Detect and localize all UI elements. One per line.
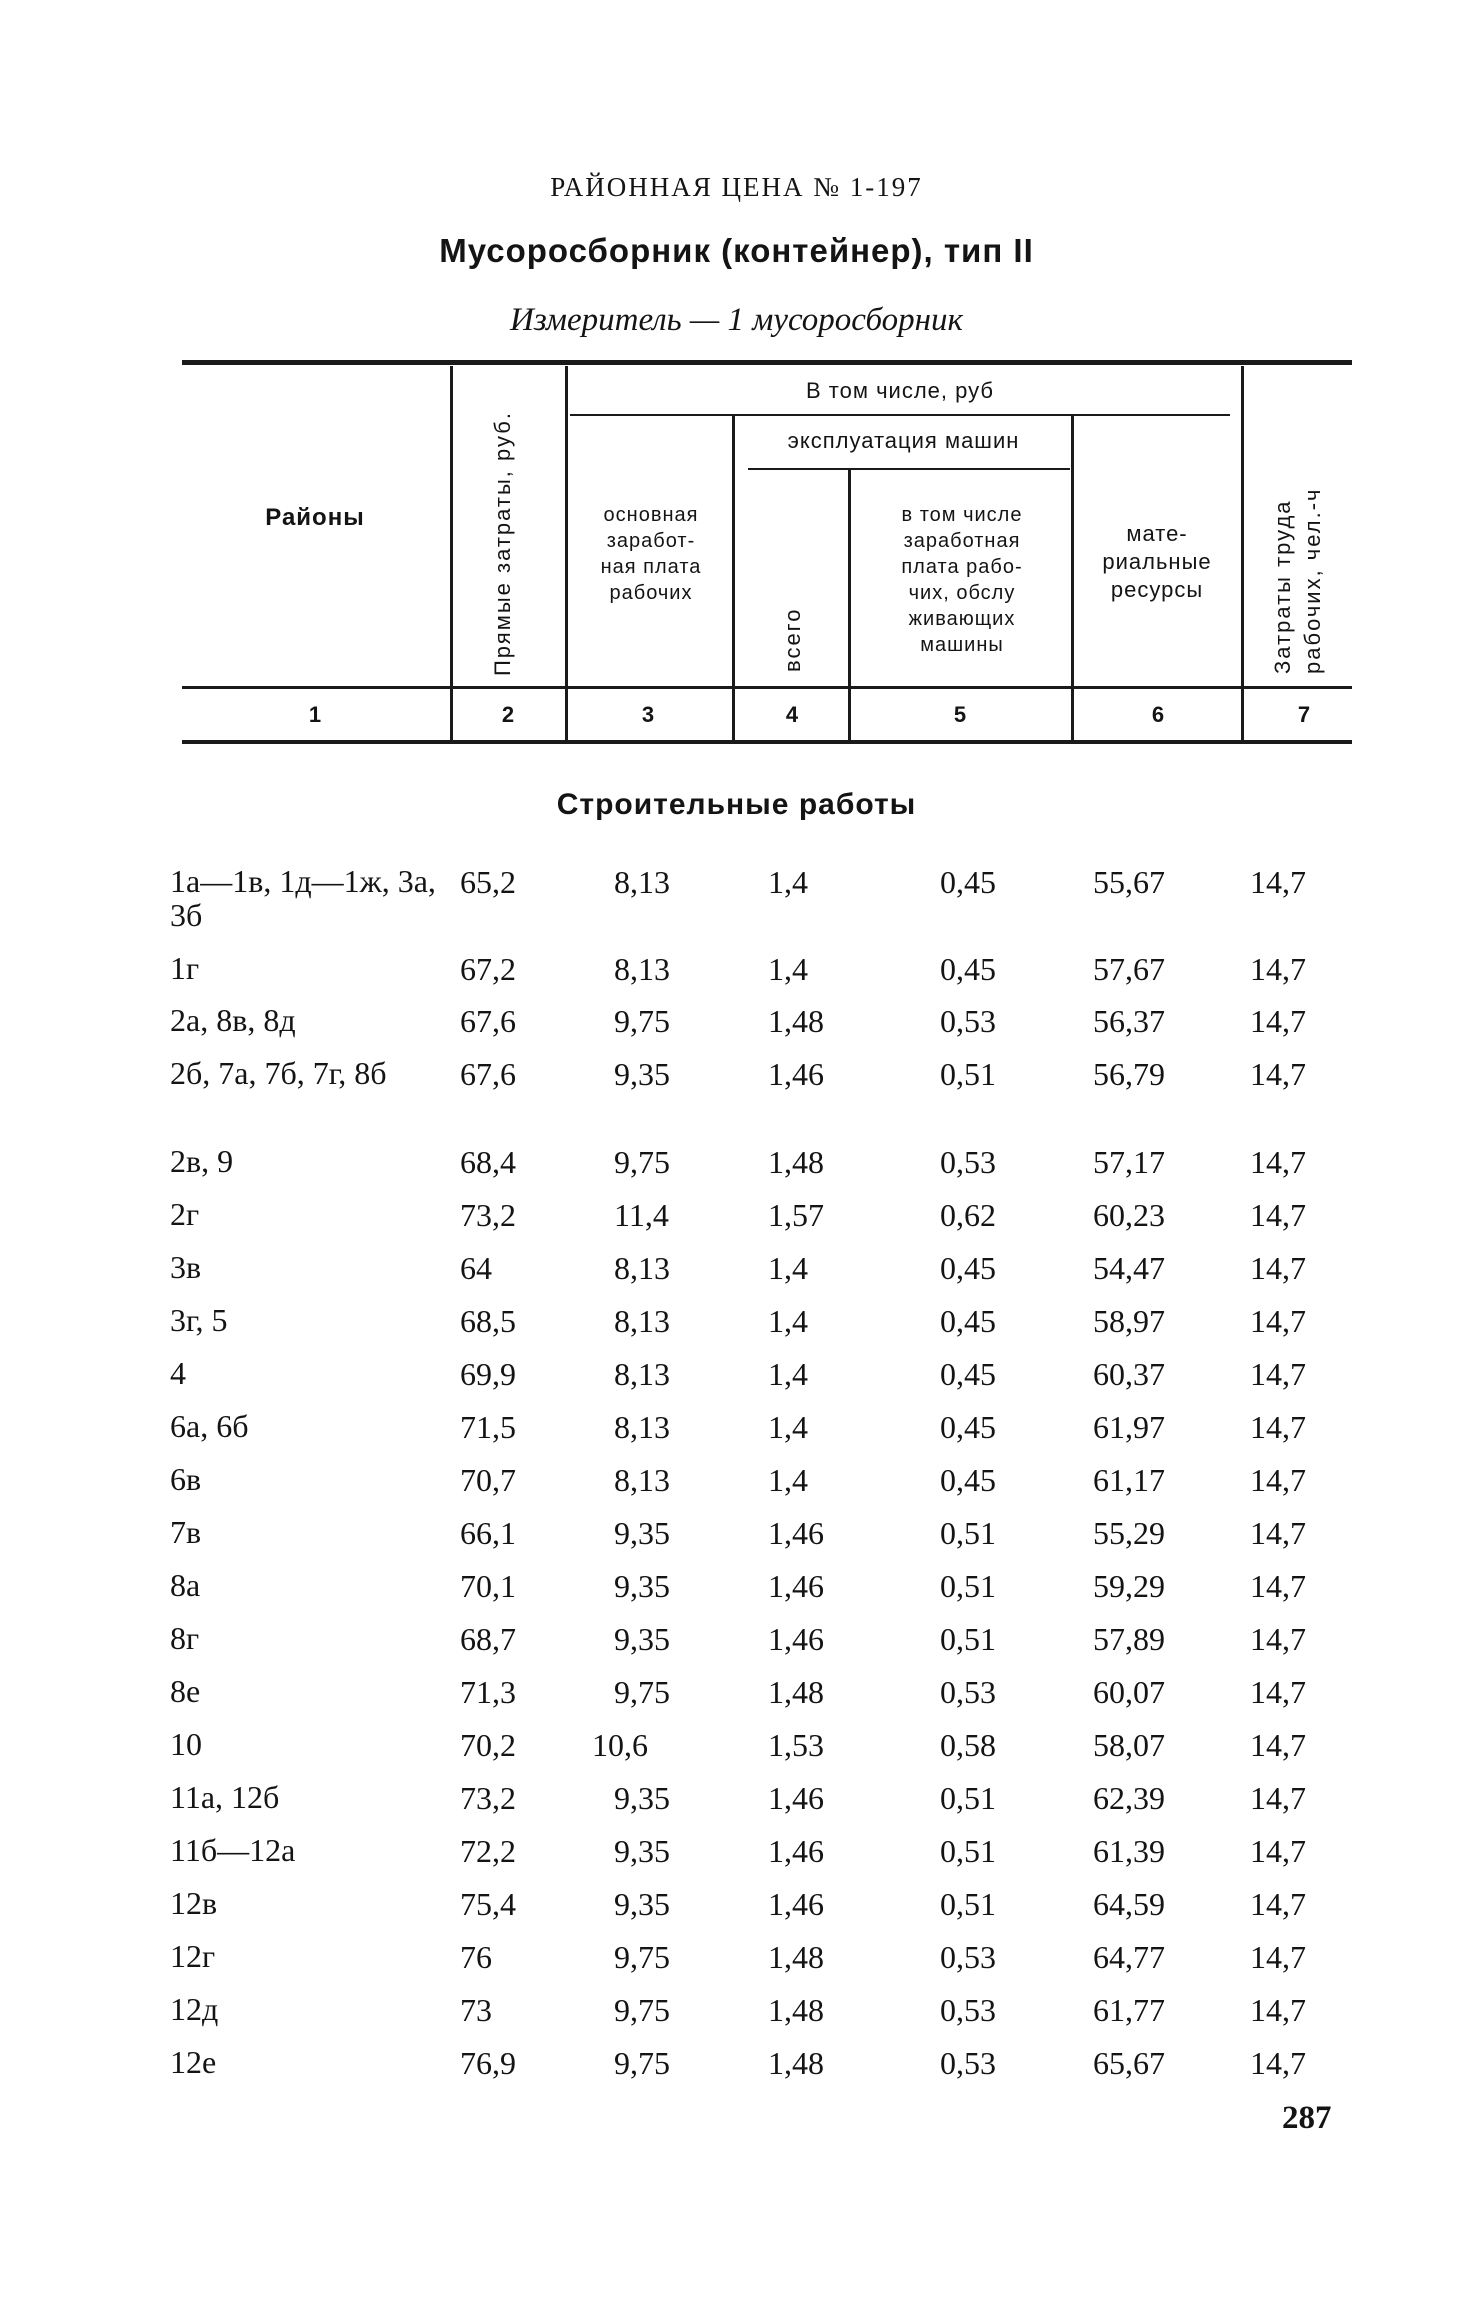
header-basic-wages-line: заработ-: [606, 530, 696, 552]
table-row: [0, 1833, 1473, 1873]
table-row: [0, 1780, 1473, 1820]
header-machine-operation: эксплуатация машин: [787, 428, 1020, 453]
materials-cell: 64,77: [1093, 1939, 1165, 1975]
labor-cell: 14,7: [1250, 1780, 1306, 1816]
column-number: 4: [785, 702, 799, 727]
labor-cell: 14,7: [1250, 1462, 1306, 1498]
machine-wages-cell: 0,45: [940, 864, 996, 900]
wages-cell: 9,35: [614, 1780, 670, 1816]
region-cell: 3г, 5: [170, 1302, 228, 1338]
region-cell: 12д: [170, 1991, 219, 2027]
machines-cell: 1,4: [768, 951, 808, 987]
materials-cell: 56,37: [1093, 1003, 1165, 1039]
wages-cell: 9,35: [614, 1056, 670, 1092]
header-bottom-rule: [182, 686, 1352, 689]
wages-cell: 9,35: [614, 1833, 670, 1869]
direct-cost-cell: 66,1: [460, 1515, 516, 1551]
materials-cell: 55,67: [1093, 864, 1165, 900]
direct-cost-cell: 67,6: [460, 1003, 516, 1039]
machine-wages-cell: 0,53: [940, 1992, 996, 2028]
labor-cell: 14,7: [1250, 1303, 1306, 1339]
column-number: 2: [501, 702, 515, 727]
machine-wages-cell: 0,53: [940, 1939, 996, 1975]
table-row: [0, 1303, 1473, 1343]
region-cell: 2б, 7а, 7б, 7г, 8б: [170, 1055, 387, 1091]
header-basic-wages-line: рабочих: [609, 582, 693, 604]
direct-cost-cell: 64: [460, 1250, 492, 1286]
labor-cell: 14,7: [1250, 1409, 1306, 1445]
price-label: РАЙОННАЯ ЦЕНА № 1-197: [550, 172, 923, 202]
wages-cell: 8,13: [614, 1250, 670, 1286]
direct-cost-cell: 73,2: [460, 1780, 516, 1816]
materials-cell: 57,89: [1093, 1621, 1165, 1657]
wages-cell: 8,13: [614, 1303, 670, 1339]
materials-cell: 60,07: [1093, 1674, 1165, 1710]
divider-6: [1241, 366, 1244, 740]
table-row: [0, 1992, 1473, 2032]
region-cell: 2г: [170, 1196, 200, 1232]
labor-cell: 14,7: [1250, 1621, 1306, 1657]
page-number: 287: [1282, 2100, 1332, 2136]
materials-cell: 60,37: [1093, 1356, 1165, 1392]
region-cell: 2в, 9: [170, 1143, 234, 1179]
table-row: [0, 2045, 1473, 2085]
machines-cell: 1,4: [768, 864, 808, 900]
direct-cost-cell: 70,7: [460, 1462, 516, 1498]
direct-cost-cell: 72,2: [460, 1833, 516, 1869]
machines-cell: 1,48: [768, 1003, 824, 1039]
table-row: [0, 1939, 1473, 1979]
table-row: [0, 1056, 1473, 1096]
machines-cell: 1,48: [768, 1992, 824, 2028]
wages-cell: 9,75: [614, 1939, 670, 1975]
direct-cost-cell: 73: [460, 1992, 492, 2028]
machine-wages-cell: 0,45: [940, 1356, 996, 1392]
materials-cell: 64,59: [1093, 1886, 1165, 1922]
region-cell: 6в: [170, 1461, 202, 1497]
direct-cost-cell: 71,5: [460, 1409, 516, 1445]
divider-1: [450, 366, 453, 740]
table-row: [0, 1003, 1473, 1043]
divider-2: [565, 366, 568, 740]
machines-cell: 1,4: [768, 1303, 808, 1339]
labor-cell: 14,7: [1250, 1674, 1306, 1710]
machines-cell: 1,48: [768, 1674, 824, 1710]
header-machine-wages-line: в том числе: [901, 504, 1023, 526]
table-row: [0, 1621, 1473, 1661]
wages-cell: 8,13: [614, 1409, 670, 1445]
table-row: [0, 1356, 1473, 1396]
region-cell: 10: [170, 1726, 202, 1762]
header-machine-wages-line: машины: [920, 634, 1004, 656]
machine-wages-cell: 0,53: [940, 2045, 996, 2081]
machine-wages-cell: 0,45: [940, 1409, 996, 1445]
column-number: 7: [1297, 702, 1311, 727]
region-cell: 8а: [170, 1567, 201, 1603]
machines-cell: 1,4: [768, 1462, 808, 1498]
materials-cell: 59,29: [1093, 1568, 1165, 1604]
column-numbers-rule: [182, 740, 1352, 744]
header-basic-wages-line: основная: [603, 504, 699, 526]
machine-wages-cell: 0,45: [940, 1303, 996, 1339]
table-row: [0, 1727, 1473, 1767]
materials-cell: 54,47: [1093, 1250, 1165, 1286]
materials-cell: 61,17: [1093, 1462, 1165, 1498]
materials-cell: 57,67: [1093, 951, 1165, 987]
machine-wages-cell: 0,51: [940, 1621, 996, 1657]
table-row: [0, 1568, 1473, 1608]
direct-cost-cell: 70,1: [460, 1568, 516, 1604]
region-cell: 12г: [170, 1938, 216, 1974]
measure-unit: Измеритель — 1 мусоросборник: [510, 302, 963, 338]
direct-cost-cell: 69,9: [460, 1356, 516, 1392]
materials-cell: 55,29: [1093, 1515, 1165, 1551]
header-labor-costs-line1: Затраты труда: [1270, 499, 1295, 674]
wages-cell: 11,4: [614, 1197, 669, 1233]
table-row: [0, 863, 1473, 933]
direct-cost-cell: 76: [460, 1939, 492, 1975]
machines-cell: 1,48: [768, 1939, 824, 1975]
direct-cost-cell: 75,4: [460, 1886, 516, 1922]
header-labor-costs-line2: рабочих, чел.-ч: [1300, 487, 1325, 674]
machine-wages-cell: 0,62: [940, 1197, 996, 1233]
materials-cell: 61,77: [1093, 1992, 1165, 2028]
labor-cell: 14,7: [1250, 1197, 1306, 1233]
machines-cell: 1,46: [768, 1833, 824, 1869]
machines-cell: 1,48: [768, 1144, 824, 1180]
wages-cell: 9,35: [614, 1515, 670, 1551]
table-row: [0, 1674, 1473, 1714]
machine-wages-cell: 0,51: [940, 1515, 996, 1551]
wages-cell: 9,35: [614, 1886, 670, 1922]
machine-wages-cell: 0,51: [940, 1568, 996, 1604]
header-machines-total: всего: [780, 607, 805, 672]
machine-wages-cell: 0,53: [940, 1003, 996, 1039]
header-machine-wages-line: заработная: [903, 530, 1021, 552]
machines-cell: 1,57: [768, 1197, 824, 1233]
machines-rule: [748, 468, 1070, 470]
direct-cost-cell: 70,2: [460, 1727, 516, 1763]
header-materials-line: риальные: [1102, 549, 1212, 574]
header-machine-wages-line: чих, обслу: [908, 582, 1016, 604]
materials-cell: 57,17: [1093, 1144, 1165, 1180]
column-number: 3: [641, 702, 655, 727]
machines-cell: 1,46: [768, 1515, 824, 1551]
machines-cell: 1,46: [768, 1621, 824, 1657]
machines-cell: 1,46: [768, 1568, 824, 1604]
wages-cell: 9,75: [614, 2045, 670, 2081]
labor-cell: 14,7: [1250, 1833, 1306, 1869]
header-including: В том числе, руб: [806, 378, 994, 403]
machine-wages-cell: 0,45: [940, 1462, 996, 1498]
table-row: [0, 1886, 1473, 1926]
region-cell: 7в: [170, 1514, 202, 1550]
machine-wages-cell: 0,45: [940, 951, 996, 987]
region-cell: 11б—12а: [170, 1832, 296, 1868]
wages-cell: 8,13: [614, 1462, 670, 1498]
region-cell: 8г: [170, 1620, 200, 1656]
wages-cell: 10,6: [592, 1727, 648, 1763]
machine-wages-cell: 0,45: [940, 1250, 996, 1286]
direct-cost-cell: 71,3: [460, 1674, 516, 1710]
region-cell: 2а, 8в, 8д: [170, 1002, 296, 1038]
labor-cell: 14,7: [1250, 1356, 1306, 1392]
machines-cell: 1,46: [768, 1056, 824, 1092]
machine-wages-cell: 0,53: [940, 1144, 996, 1180]
machines-cell: 1,4: [768, 1356, 808, 1392]
region-cell: 11а, 12б: [170, 1779, 280, 1815]
header-materials-line: мате-: [1126, 521, 1188, 546]
materials-cell: 60,23: [1093, 1197, 1165, 1233]
machine-wages-cell: 0,51: [940, 1833, 996, 1869]
machines-cell: 1,4: [768, 1409, 808, 1445]
labor-cell: 14,7: [1250, 2045, 1306, 2081]
machine-wages-cell: 0,51: [940, 1780, 996, 1816]
labor-cell: 14,7: [1250, 1727, 1306, 1763]
header-direct-costs: Прямые затраты, руб.: [490, 411, 515, 676]
machines-cell: 1,48: [768, 2045, 824, 2081]
wages-cell: 9,75: [614, 1144, 670, 1180]
table-row: [0, 1144, 1473, 1184]
direct-cost-cell: 67,6: [460, 1056, 516, 1092]
header-regions: Районы: [265, 504, 365, 531]
table-row: [0, 1250, 1473, 1290]
direct-cost-cell: 67,2: [460, 951, 516, 987]
materials-cell: 56,79: [1093, 1056, 1165, 1092]
labor-cell: 14,7: [1250, 1568, 1306, 1604]
table-row: [0, 951, 1473, 991]
labor-cell: 14,7: [1250, 1056, 1306, 1092]
machine-wages-cell: 0,58: [940, 1727, 996, 1763]
table-row: [0, 1197, 1473, 1237]
wages-cell: 9,75: [614, 1003, 670, 1039]
header-materials: [1076, 520, 1238, 604]
region-cell: 1г: [170, 950, 200, 986]
page-title: Мусоросборник (контейнер), тип II: [439, 232, 1034, 269]
wages-cell: 9,75: [614, 1674, 670, 1710]
region-cell: 3в: [170, 1249, 202, 1285]
wages-cell: 9,75: [614, 1992, 670, 2028]
region-cell: 12е: [170, 2044, 217, 2080]
direct-cost-cell: 68,5: [460, 1303, 516, 1339]
materials-cell: 58,07: [1093, 1727, 1165, 1763]
header-machine-wages-line: живающих: [908, 608, 1016, 630]
labor-cell: 14,7: [1250, 1250, 1306, 1286]
wages-cell: 8,13: [614, 1356, 670, 1392]
header-machine-wages-line: плата рабо-: [901, 556, 1023, 578]
labor-cell: 14,7: [1250, 951, 1306, 987]
section-title: Строительные работы: [556, 788, 917, 821]
divider-3: [732, 414, 735, 740]
header-basic-wages: [572, 502, 730, 606]
region-cell: 1а—1в, 1д—1ж, 3а, 3б: [170, 863, 436, 933]
column-number: 1: [308, 702, 322, 727]
machines-cell: 1,46: [768, 1780, 824, 1816]
direct-cost-cell: 68,7: [460, 1621, 516, 1657]
materials-cell: 61,39: [1093, 1833, 1165, 1869]
machine-wages-cell: 0,53: [940, 1674, 996, 1710]
header-machine-wages: [854, 502, 1070, 658]
wages-cell: 9,35: [614, 1621, 670, 1657]
labor-cell: 14,7: [1250, 864, 1306, 900]
header-materials-line: ресурсы: [1110, 577, 1204, 602]
machines-cell: 1,53: [768, 1727, 824, 1763]
including-rule: [570, 414, 1230, 416]
divider-4: [848, 470, 851, 740]
region-cell: 12в: [170, 1885, 218, 1921]
labor-cell: 14,7: [1250, 1144, 1306, 1180]
table-row: [0, 1409, 1473, 1449]
table-row: [0, 1462, 1473, 1502]
labor-cell: 14,7: [1250, 1992, 1306, 2028]
labor-cell: 14,7: [1250, 1939, 1306, 1975]
direct-cost-cell: 65,2: [460, 864, 516, 900]
wages-cell: 8,13: [614, 951, 670, 987]
machines-cell: 1,46: [768, 1886, 824, 1922]
machine-wages-cell: 0,51: [940, 1886, 996, 1922]
region-cell: 4: [170, 1355, 186, 1391]
materials-cell: 65,67: [1093, 2045, 1165, 2081]
wages-cell: 9,35: [614, 1568, 670, 1604]
table-row: [0, 1515, 1473, 1555]
labor-cell: 14,7: [1250, 1515, 1306, 1551]
table-top-rule: [182, 360, 1352, 365]
direct-cost-cell: 68,4: [460, 1144, 516, 1180]
region-cell: 8е: [170, 1673, 201, 1709]
machine-wages-cell: 0,51: [940, 1056, 996, 1092]
machines-cell: 1,4: [768, 1250, 808, 1286]
labor-cell: 14,7: [1250, 1886, 1306, 1922]
header-basic-wages-line: ная плата: [600, 556, 702, 578]
column-number: 6: [1151, 702, 1165, 727]
wages-cell: 8,13: [614, 864, 670, 900]
materials-cell: 62,39: [1093, 1780, 1165, 1816]
column-number: 5: [953, 702, 967, 727]
direct-cost-cell: 76,9: [460, 2045, 516, 2081]
labor-cell: 14,7: [1250, 1003, 1306, 1039]
region-cell: 6а, 6б: [170, 1408, 249, 1444]
materials-cell: 61,97: [1093, 1409, 1165, 1445]
divider-5: [1071, 414, 1074, 740]
materials-cell: 58,97: [1093, 1303, 1165, 1339]
direct-cost-cell: 73,2: [460, 1197, 516, 1233]
